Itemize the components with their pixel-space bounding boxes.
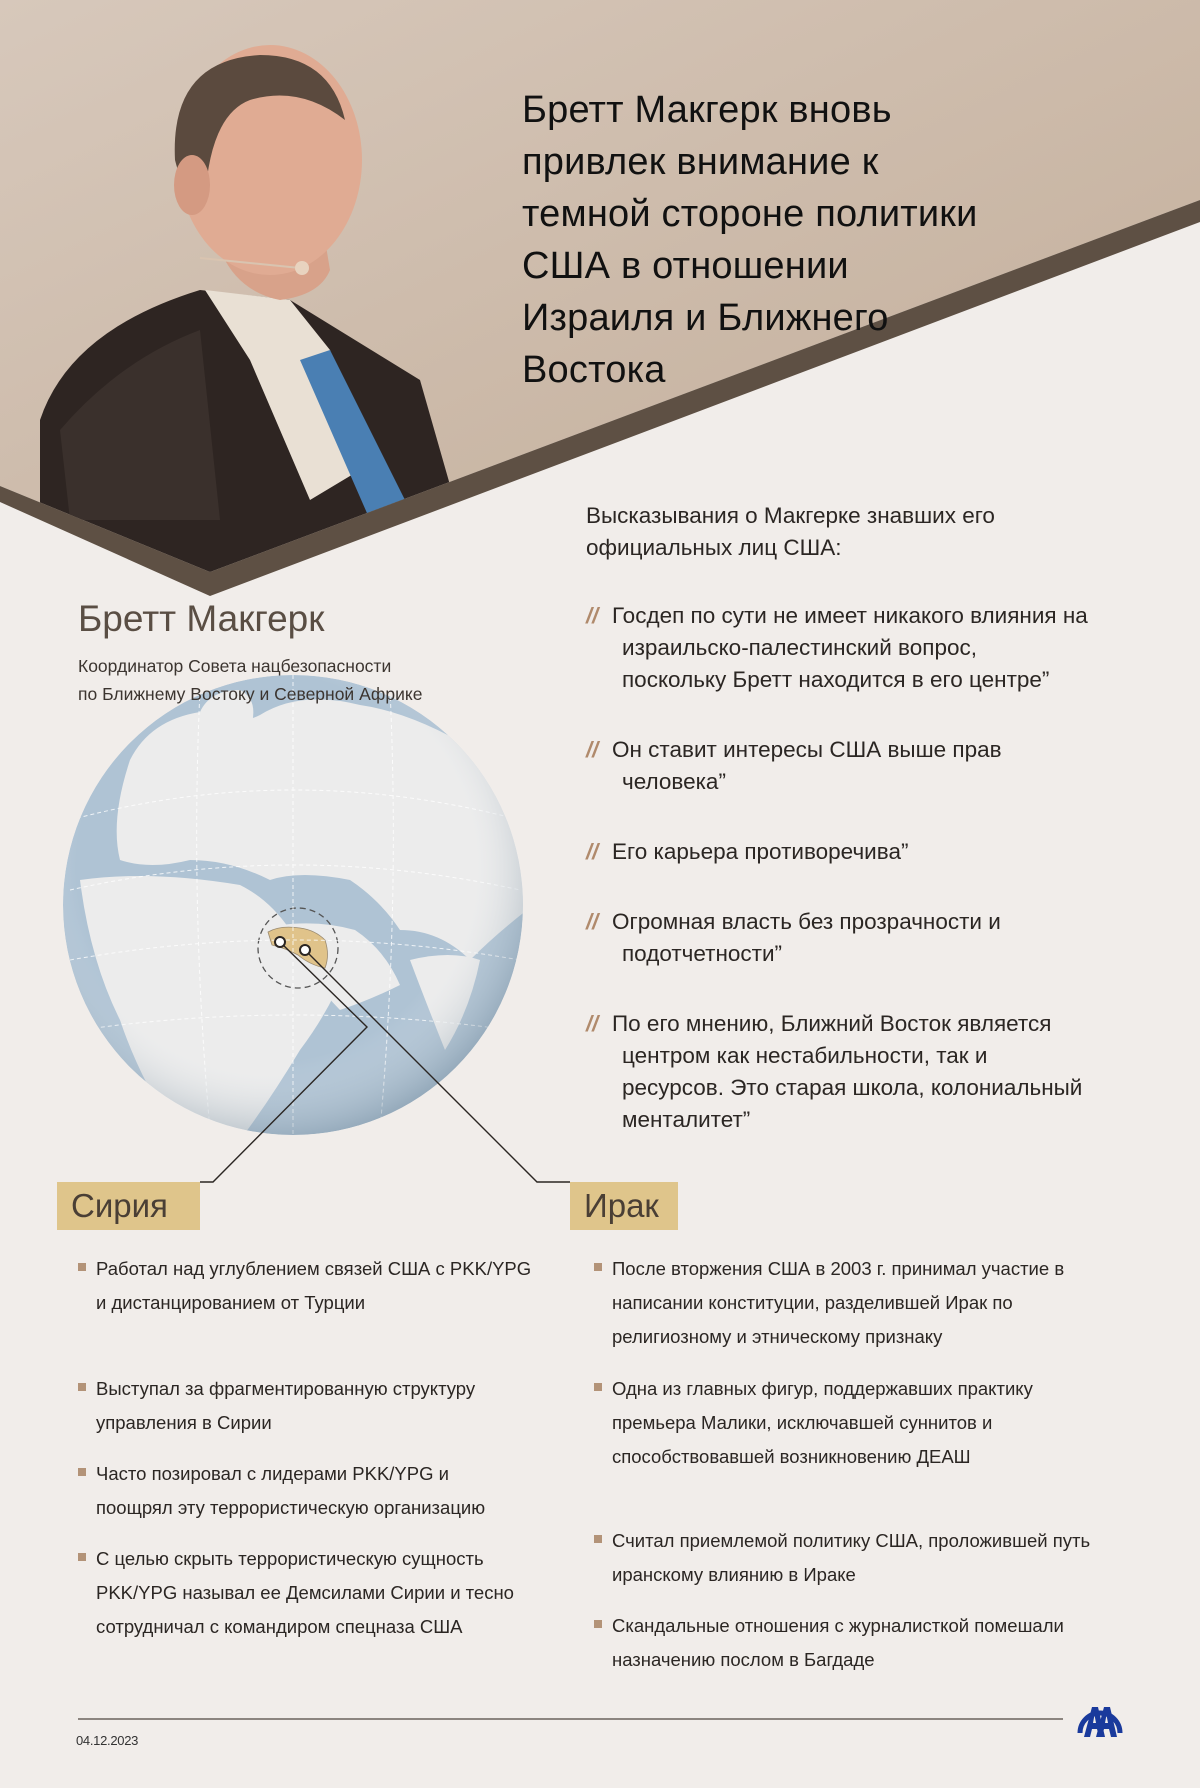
list-item <box>594 1372 1033 1474</box>
quote-item <box>586 600 1166 696</box>
bullet-icon <box>78 1553 86 1561</box>
bullet-icon <box>594 1620 602 1628</box>
quote-line: менталитет” <box>622 1107 751 1132</box>
quote-mark-icon: // <box>586 603 599 628</box>
bullet-icon <box>78 1468 86 1476</box>
list-line: Часто позировал с лидерами PKK/YPG и <box>96 1463 449 1484</box>
quote-line: подотчетности” <box>622 941 783 966</box>
quote-mark-icon: // <box>586 839 599 864</box>
list-item-text <box>594 1524 1090 1592</box>
list-item-text <box>594 1252 1064 1354</box>
role-line: по Ближнему Востоку и Северной Африке <box>78 684 423 704</box>
title-line: привлек внимание к <box>522 141 879 183</box>
page-title <box>522 84 1042 396</box>
list-line: Одна из главных фигур, поддержавших практику <box>612 1378 1033 1399</box>
person-role <box>78 652 422 708</box>
iraq-tag: Ирак <box>570 1182 678 1230</box>
bullet-icon <box>594 1535 602 1543</box>
list-line: назначению послом в Багдаде <box>612 1649 875 1670</box>
quote-line: Он ставит интересы США выше прав <box>612 737 1002 762</box>
quote-item <box>586 906 1166 970</box>
list-item <box>594 1609 1064 1677</box>
list-line: поощрял эту террористическую организацию <box>96 1497 486 1518</box>
list-line: После вторжения США в 2003 г. принимал участие в <box>612 1258 1065 1279</box>
list-line: сотрудничал с командиром спецназа США <box>96 1616 463 1637</box>
quotes-intro <box>586 500 1146 564</box>
quote-mark-icon: // <box>586 737 599 762</box>
intro-line: официальных лиц США: <box>586 535 842 560</box>
aa-logo-icon <box>1075 1693 1125 1741</box>
list-item-text <box>594 1372 1033 1474</box>
quote-line: Огромная власть без прозрачности и <box>612 909 1001 934</box>
quote-item <box>586 836 1166 868</box>
quote-line: израильско-палестинский вопрос, <box>622 635 977 660</box>
iraq-marker <box>300 945 310 955</box>
list-line: управления в Сирии <box>96 1412 272 1433</box>
title-line: Израиля и Ближнего <box>522 297 889 339</box>
list-line: написании конституции, разделившей Ирак по <box>612 1292 1013 1313</box>
list-line: Скандальные отношения с журналисткой помешали <box>612 1615 1064 1636</box>
syria-marker <box>275 937 285 947</box>
list-line: премьера Малики, исключавшей суннитов и <box>612 1412 993 1433</box>
quote-line: человека” <box>622 769 726 794</box>
title-line: Востока <box>522 349 666 391</box>
bullet-icon <box>594 1263 602 1271</box>
list-item-text <box>594 1609 1064 1677</box>
list-item-text <box>78 1542 514 1644</box>
list-line: Работал над углублением связей США с PKK/YPG <box>96 1258 532 1279</box>
list-line: Выступал за фрагментированную структуру <box>96 1378 476 1399</box>
person-name: Бретт Макгерк <box>78 598 325 639</box>
list-item <box>78 1372 475 1440</box>
quote-line: поскольку Бретт находится в его центре” <box>622 667 1050 692</box>
list-line: С целью скрыть террористическую сущность <box>96 1548 484 1569</box>
list-item-text <box>78 1457 485 1525</box>
quote-line: центром как нестабильности, так и <box>622 1043 988 1068</box>
list-line: и дистанцированием от Турции <box>96 1292 366 1313</box>
list-line: Считал приемлемой политику США, проложившей путь <box>612 1530 1091 1551</box>
list-item <box>594 1524 1090 1592</box>
syria-tag: Сирия <box>57 1182 200 1230</box>
quote-line: По его мнению, Ближний Восток является <box>612 1011 1052 1036</box>
title-line: Бретт Макгерк вновь <box>522 89 892 131</box>
list-line: иранскому влиянию в Ираке <box>612 1564 856 1585</box>
quote-item <box>586 1008 1166 1136</box>
list-item <box>78 1457 485 1525</box>
list-line: религиозному и этническому признаку <box>612 1326 943 1347</box>
role-line: Координатор Совета нацбезопасности <box>78 656 392 676</box>
bullet-icon <box>78 1383 86 1391</box>
quote-line: Его карьера противоречива” <box>612 839 909 864</box>
quote-mark-icon: // <box>586 1011 599 1036</box>
bullet-icon <box>594 1383 602 1391</box>
title-line: темной стороне политики <box>522 193 978 235</box>
quote-line: Госдеп по сути не имеет никакого влияния на <box>612 603 1088 628</box>
bullet-icon <box>78 1263 86 1271</box>
list-item <box>78 1252 531 1320</box>
list-line: PKK/YPG называл ее Демсилами Сирии и тесно <box>96 1582 514 1603</box>
list-line: способствовавшей возникновению ДЕАШ <box>612 1446 971 1467</box>
title-line: США в отношении <box>522 245 849 287</box>
list-item-text <box>78 1372 475 1440</box>
quote-mark-icon: // <box>586 909 599 934</box>
quote-item <box>586 734 1166 798</box>
list-item-text <box>78 1252 531 1320</box>
list-item <box>594 1252 1064 1354</box>
quote-line: ресурсов. Это старая школа, колониальный <box>622 1075 1083 1100</box>
footer-divider <box>78 1718 1063 1720</box>
intro-line: Высказывания о Макгерке знавших его <box>586 503 995 528</box>
globe-map <box>63 675 540 1140</box>
list-item <box>78 1542 514 1644</box>
publish-date: 04.12.2023 <box>76 1733 139 1748</box>
